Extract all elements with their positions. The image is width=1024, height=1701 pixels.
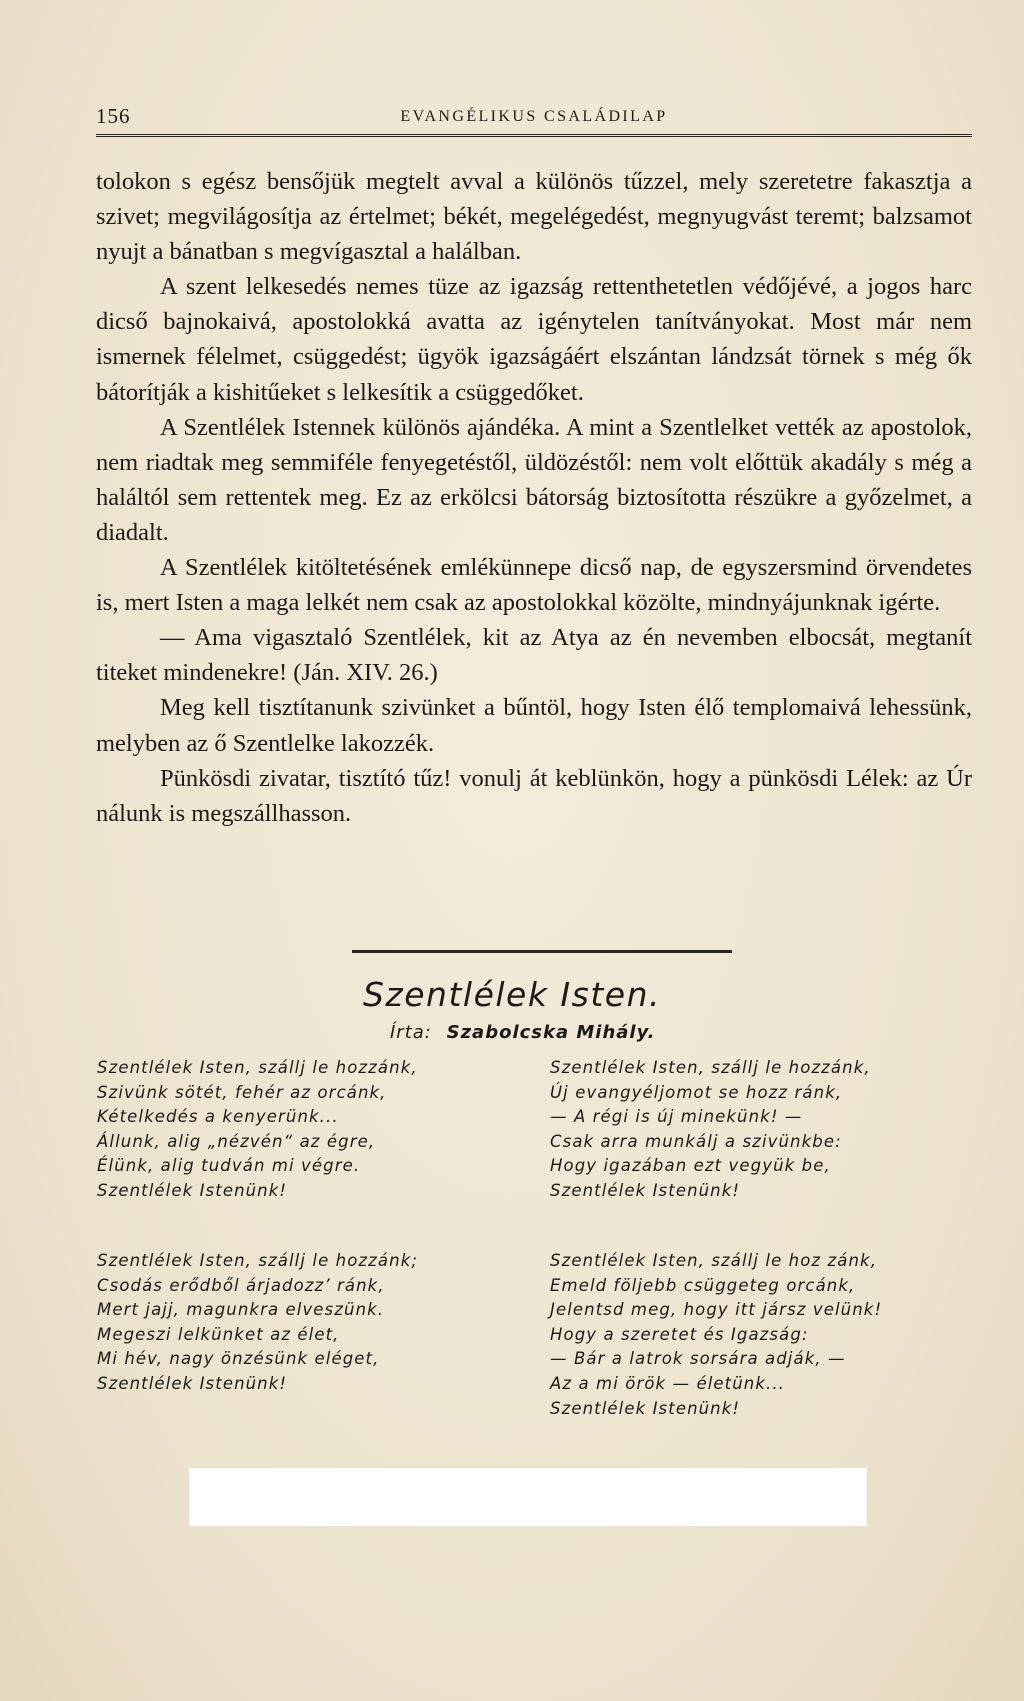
verse-line: Élünk, alig tudván mi végre. [97, 1156, 361, 1176]
running-title: EVANGÉLIKUS CSALÁDILAP [400, 108, 668, 125]
poem-stanza [550, 1056, 970, 1204]
paragraph: tolokon s egész bensőjük megtelt avval a különös tűzzel, mely szeretetre fakasztja a szivet; megvilágosítja az értelmet; békét, megelégedést, megnyugvást teremt; balzsamot nyujt a bánatban s megvígasztal a halálban. [96, 168, 972, 266]
verse-line: Hogy igazában ezt vegyük be, [550, 1156, 831, 1176]
paragraph: Meg kell tisztítanunk szivünket a bűntöl, hogy Isten élő templomaivá lehessünk, melyben az ő Szentlelke lakozzék. [96, 694, 972, 757]
poem-title: Szentlélek Isten. [362, 975, 662, 1014]
verse-line: Hogy a szeretet és Igazság: [550, 1324, 809, 1344]
paragraph: A Szentlélek Istennek különös ajándéka. A mint a Szentlelket vették az apostolok, nem riadtak meg semmiféle fenyegetéstől, üldözéstől: nem volt előttük akadály s még a haláltól sem rettentek meg. Ez az erkölcsi bátorság biztosította részükre a győzelmet, a diadalt. [96, 413, 972, 546]
verse-line: — Bár a latrok sorsára adják, — [550, 1349, 846, 1369]
verse-line: Megeszi lelkünket az élet, [97, 1324, 340, 1344]
verse-line: Szentlélek Isten, szállj le hoz zánk, [550, 1251, 878, 1270]
poem-stanza [97, 1249, 517, 1397]
verse-line: Szentlélek Istenünk! [550, 1180, 741, 1200]
verse-line: Szentlélek Isten, szállj le hozzánk, [97, 1058, 418, 1077]
verse-line: Az a mi örök — életünk... [550, 1373, 786, 1393]
verse-line: Kételkedés a kenyerünk... [97, 1107, 339, 1127]
paragraph: Pünkösdi zivatar, tisztító tűz! vonulj át keblünkön, hogy a pünkösdi Lélek: az Úr nálunk is megszállhasson. [96, 764, 972, 827]
poem-stanza [97, 1056, 517, 1204]
paragraph: — Ama vigasztaló Szentlélek, kit az Atya az én nevemben elbocsát, megtanít titeket mindenekre! (Ján. XIV. 26.) [96, 624, 972, 687]
author-name: Szabolcska Mihály. [446, 1022, 656, 1043]
blank-redaction-box [189, 1468, 867, 1526]
author-prefix: Írta: [390, 1022, 432, 1043]
verse-line: Csak arra munkálj a szivünkbe: [550, 1131, 842, 1151]
verse-line: Szentlélek Istenünk! [550, 1398, 741, 1418]
verse-line: Szentlélek Isten, szállj le hozzánk, [550, 1058, 871, 1077]
verse-line: Jelentsd meg, hogy itt jársz velünk! [550, 1300, 883, 1320]
poem-stanza [550, 1249, 970, 1421]
poem-author-line [390, 1022, 656, 1043]
verse-line: Állunk, alig „nézvén“ az égre, [97, 1131, 376, 1151]
verse-line: Mert jajj, magunkra elveszünk. [97, 1300, 385, 1320]
verse-line: Emeld följebb csüggeteg orcánk, [550, 1275, 856, 1295]
verse-line: Mi hév, nagy önzésünk eléget, [97, 1349, 380, 1369]
header-rule [96, 134, 972, 137]
page-number: 156 [96, 104, 131, 128]
verse-line: Szentlélek Isten, szállj le hozzánk; [97, 1251, 419, 1270]
verse-line: Szivünk sötét, fehér az orcánk, [97, 1082, 387, 1102]
article-body [96, 164, 972, 831]
section-separator [352, 950, 732, 953]
paragraph: A Szentlélek kitöltetésének emlékünnepe dicső nap, de egyszersmind örvendetes is, mert Isten a maga lelkét nem csak az apostolokkal közölte, mindnyájunknak igérte. [96, 554, 972, 617]
paragraph: A szent lelkesedés nemes tüze az igazság rettenthetetlen védőjévé, a jogos harc dicső bajnokaivá, apostolokká avatta az igénytelen tanítványokat. Most már nem ismernek félelmet, csüggedést; ügyök igazságáért elszántan lándzsát törnek s még ők bátorítják a kishitűeket s lelkesítik a csüggedőket. [96, 273, 972, 406]
page-header [96, 104, 972, 134]
verse-line: Szentlélek Istenünk! [97, 1373, 288, 1393]
verse-line: Új evangyéljomot se hozz ránk, [550, 1082, 843, 1102]
verse-line: — A régi is új minekünk! — [550, 1107, 803, 1127]
verse-line: Csodás erődből árjadozz’ ránk, [97, 1275, 385, 1295]
verse-line: Szentlélek Istenünk! [97, 1180, 288, 1200]
